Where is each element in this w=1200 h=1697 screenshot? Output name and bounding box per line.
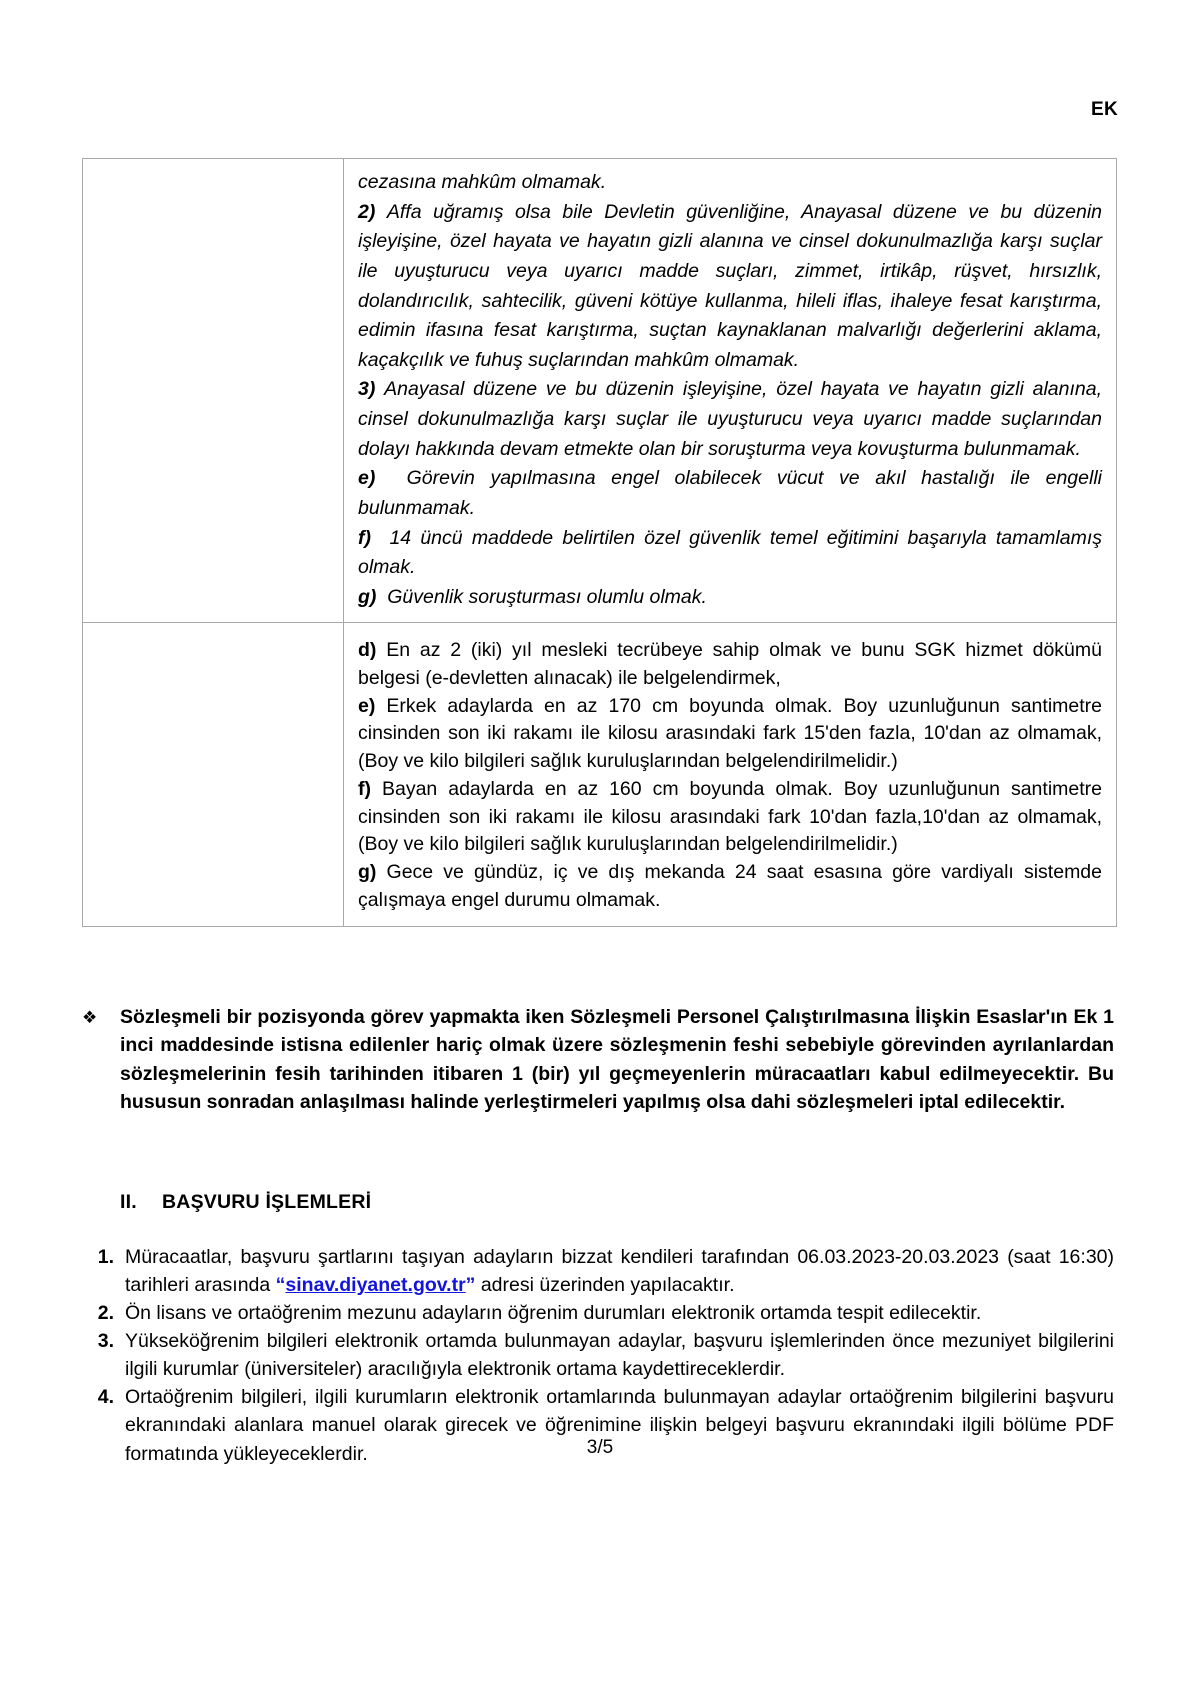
list-item-marker: 1. (97, 1246, 114, 1268)
section-heading-title: BAŞVURU İŞLEMLERİ (162, 1191, 372, 1213)
list-item-text-before-link: Müracaatlar, başvuru şartlarını taşıyan adayların bizzat kendileri tarafından 06.03.2023-20.03.2023 (saat 16:30) tarihleri arasında (125, 1246, 1114, 1297)
condition-text: Görevin yapılmasına engel olabilecek vücut ve akıl hastalığı ile engelli bulunmamak. (358, 467, 1102, 519)
list-item-marker: 4. (97, 1386, 114, 1409)
condition-marker: f) (358, 526, 371, 549)
close-quote: ” (465, 1274, 476, 1297)
condition-text: Bayan adaylarda en az 160 cm boyunda olmak. Boy uzunluğunun santimetre cinsinden son iki rakamı ile kilosu arasındaki fark 10'dan fazla,10'dan az olmamak, (Boy ve kilo bilgileri sağlık kuruluşlarından belgelendirilmelidir.) (358, 777, 1103, 856)
condition-text: Anayasal düzene ve bu düzenin işleyişine, özel hayata ve hayatın gizli alanına, cinsel dokunulmazlığa karşı suçlar ile uyuşturucu veya uyarıcı madde suçlarından dolayı hakkında devam etmekte olan bir soruşturma veya kovuşturma bulunmamak. (358, 378, 1102, 460)
condition-marker: f) (358, 777, 371, 800)
page-header-label: EK (1091, 99, 1118, 120)
list-item-marker: 3. (97, 1330, 114, 1353)
condition-text: En az 2 (iki) yıl mesleki tecrübeye sahip olmak ve bunu SGK hizmet dökümü belgesi (e-devletten alınacak) ile belgelendirmek, (358, 639, 1102, 690)
condition-text: cezasına mahkûm olmamak. (358, 171, 607, 193)
condition-paragraph (358, 168, 1102, 198)
list-item-text: Yükseköğrenim bilgileri elektronik ortamda bulunmayan adaylar, başvuru işlemlerinden önce mezuniyet bilgilerini ilgili kurumlar (üniversiteler) aracılığıyla elektronik ortama kaydettireceklerdir. (125, 1330, 1114, 1381)
plain-conditions-block (344, 623, 1116, 926)
table-cell-left-empty (83, 623, 344, 927)
bullet-paragraph-text: Sözleşmeli bir pozisyonda görev yapmakta iken Sözleşmeli Personel Çalıştırılmasına İlişkin Esaslar'ın Ek 1 inci maddesinde istisna edilenler hariç olmak üzere sözleşmenin feshi sebebiyle görevinden ayrılanlardan sözleşmelerinin fesih tarihinden itibaren 1 (bir) yıl geçmeyenlerin müracaatları kabul edilmeyecektir. Bu hususun sonradan anlaşılması halinde yerleştirmeleri yapılmış olsa dahi sözleşmeleri iptal edilecektir. (120, 1006, 1114, 1114)
list-item (82, 1243, 1114, 1299)
list-item-text: Ortaöğrenim bilgileri, ilgili kurumların elektronik ortamlarında bulunmayan adaylar ortaöğrenim bilgilerini başvuru ekranındaki alanlara manuel olarak girecek ve öğrenimine ilişkin belgeyi başvuru ekranındaki ilgili bölüme PDF formatında yükleyeceklerdir. (125, 1386, 1114, 1465)
page-number-footer: 3/5 (586, 1437, 614, 1458)
condition-paragraph (358, 693, 1102, 776)
condition-paragraph (358, 464, 1102, 523)
table-cell-conditions-italic (344, 159, 1117, 623)
section-heading-number: II. (120, 1191, 137, 1213)
condition-marker: 3) (358, 378, 376, 401)
condition-paragraph (358, 198, 1102, 376)
condition-marker: g) (358, 860, 377, 883)
condition-marker: e) (358, 467, 376, 490)
list-item-text: Ön lisans ve ortaöğrenim mezunu adayların öğrenim durumları elektronik ortamda tespit edilecektir. (125, 1302, 982, 1325)
table-cell-left-empty (83, 159, 344, 623)
list-item-text-after-link: adresi üzerinden yapılacaktır. (475, 1274, 735, 1297)
table-cell-conditions-plain (344, 623, 1117, 927)
condition-paragraph (358, 637, 1102, 692)
bullet-paragraph (82, 1003, 1114, 1117)
condition-paragraph (358, 859, 1102, 914)
open-quote: “ (275, 1274, 286, 1297)
condition-paragraph (358, 583, 1102, 613)
diamond-bullet-icon: ❖ (82, 1008, 98, 1027)
sinav-diyanet-link[interactable]: sinav.diyanet.gov.tr (285, 1274, 466, 1297)
list-item (82, 1327, 1114, 1383)
table-row (83, 159, 1117, 623)
left-cell-content (83, 159, 343, 178)
list-item (82, 1299, 1114, 1327)
condition-marker: g) (358, 585, 377, 608)
condition-marker: d) (358, 639, 377, 662)
condition-paragraph (358, 776, 1102, 859)
table-row (83, 623, 1117, 927)
left-cell-content (83, 623, 343, 642)
condition-text: 14 üncü maddede belirtilen özel güvenlik temel eğitimini başarıyla tamamlamış olmak. (358, 526, 1103, 579)
list-item-text (125, 1243, 1114, 1299)
condition-text: Gece ve gündüz, iç ve dış mekanda 24 saat esasına göre vardiyalı sistemde çalışmaya engel durumu olmamak. (358, 860, 1102, 911)
condition-text: Güvenlik soruşturması olumlu olmak. (387, 585, 707, 608)
italic-conditions-block (344, 159, 1116, 622)
condition-text: Affa uğramış olsa bile Devletin güvenliğine, Anayasal düzene ve bu düzenin işleyişine, özel hayata ve hayatın gizli alanına ve cinsel dokunulmazlığa karşı suçlar ile uyuşturucu veya uyarıcı madde suçları, zimmet, irtikâp, rüşvet, hırsızlık, dolandırıcılık, sahtecilik, güveni kötüye kullanma, hileli iflas, ihaleye fesat karıştırma, edimin ifasına fesat karıştırma, suçtan kaynaklanan malvarlığı değerlerini aklama, kaçakçılık ve fuhuş suçlarından mahkûm olmamak. (358, 200, 1102, 371)
condition-text: Erkek adaylarda en az 170 cm boyunda olmak. Boy uzunluğunun santimetre cinsinden son iki rakamı ile kilosu arasındaki fark 15'den fazla, 10'dan az olmamak, (Boy ve kilo bilgileri sağlık kuruluşlarından belgelendirilmelidir.) (358, 694, 1102, 773)
list-item-marker: 2. (97, 1302, 114, 1325)
condition-marker: 2) (358, 200, 376, 223)
section-heading (120, 1191, 371, 1214)
application-steps-list (82, 1243, 1114, 1468)
condition-paragraph (358, 375, 1102, 464)
condition-marker: e) (358, 694, 376, 717)
condition-paragraph (358, 524, 1102, 583)
conditions-table (82, 158, 1117, 927)
